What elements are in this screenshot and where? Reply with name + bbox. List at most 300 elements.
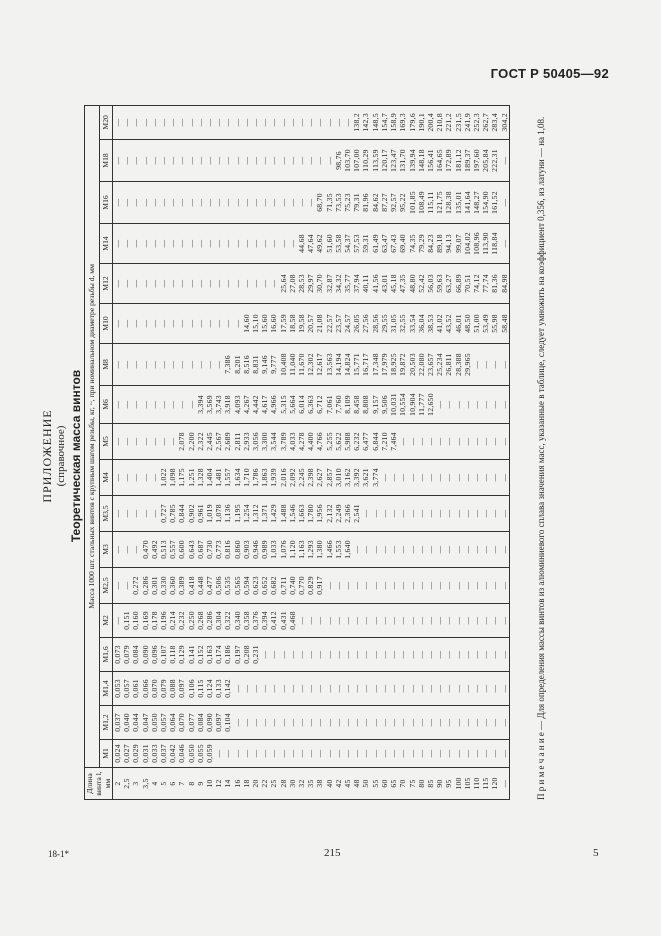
mass-cell: — (150, 182, 159, 224)
mass-cell: — (500, 568, 510, 604)
mass-cell: 47,64 (306, 224, 315, 264)
mass-cell: — (500, 532, 510, 568)
mass-cell: 47,35 (398, 264, 407, 304)
mass-cell: — (315, 706, 324, 740)
mass-cell: — (306, 140, 315, 182)
mass-cell: 51,60 (325, 224, 334, 264)
diameter-header: М16 (100, 182, 113, 224)
diameter-header: М1 (100, 740, 113, 768)
mass-cell: — (177, 140, 186, 182)
length-cell: 14 (223, 768, 232, 800)
mass-cell: 1,786 (251, 460, 260, 496)
mass-cell: 118,84 (490, 224, 499, 264)
mass-cell: 0,214 (168, 604, 177, 638)
table-row (463, 105, 472, 799)
mass-cell: 1,371 (260, 496, 269, 532)
mass-cell: 16,717 (361, 344, 370, 386)
mass-cell: 0,961 (196, 496, 205, 532)
mass-cell: — (361, 672, 370, 706)
mass-cell: — (463, 460, 472, 496)
mass-cell: 0,037 (113, 706, 123, 740)
mass-cell: — (481, 460, 490, 496)
mass-cell: — (113, 105, 123, 139)
length-cell: 65 (389, 768, 398, 800)
diameter-header: М2,5 (100, 568, 113, 604)
mass-cell: — (500, 496, 510, 532)
mass-cell: 0,829 (306, 568, 315, 604)
mass-cell: — (131, 386, 140, 424)
table-row (398, 105, 407, 799)
mass-cell: — (159, 264, 168, 304)
table-row (472, 105, 481, 799)
mass-cell: 11,040 (288, 344, 297, 386)
mass-cell: 10,904 (408, 386, 417, 424)
mass-cell: — (131, 344, 140, 386)
mass-cell: — (444, 460, 453, 496)
mass-cell: 7,061 (325, 386, 334, 424)
mass-cell: — (454, 386, 463, 424)
table-row (187, 105, 196, 799)
mass-cell: — (454, 424, 463, 460)
mass-cell: — (490, 604, 499, 638)
mass-cell: — (141, 496, 150, 532)
mass-cell: 0,070 (150, 672, 159, 706)
mass-cell: — (214, 105, 223, 139)
mass-cell: — (490, 344, 499, 386)
mass-cell: — (233, 224, 242, 264)
mass-cell: 84,23 (426, 224, 435, 264)
mass-cell: 0,097 (177, 672, 186, 706)
length-cell: 35 (306, 768, 315, 800)
mass-cell: 1,780 (306, 496, 315, 532)
mass-cell: 0,141 (187, 638, 196, 672)
mass-cell: — (288, 105, 297, 139)
mass-cell: — (205, 304, 214, 344)
mass-cell: 75,23 (343, 182, 352, 224)
mass-cell: — (113, 344, 123, 386)
mass-cell: — (196, 344, 205, 386)
mass-cell: — (417, 568, 426, 604)
mass-cell: 0,106 (187, 672, 196, 706)
mass-cell: — (398, 706, 407, 740)
mass-cell: 31,05 (389, 304, 398, 344)
mass-cell: 169,3 (398, 105, 407, 139)
mass-cell: — (269, 140, 278, 182)
mass-cell: — (233, 740, 242, 768)
mass-cell: — (435, 496, 444, 532)
mass-cell: — (141, 344, 150, 386)
mass-cell: — (417, 460, 426, 496)
mass-cell: 0,448 (196, 568, 205, 604)
mass-cell: — (500, 638, 510, 672)
mass-cell: 63,47 (380, 224, 389, 264)
mass-cell: 0,044 (131, 706, 140, 740)
mass-cell: 0,330 (159, 568, 168, 604)
mass-cell: 181,12 (454, 140, 463, 182)
mass-cell: — (490, 386, 499, 424)
mass-cell: 0,104 (223, 706, 232, 740)
mass-cell: — (260, 182, 269, 224)
length-cell: 42 (334, 768, 343, 800)
mass-cell: 0,231 (251, 638, 260, 672)
mass-cell: 6,363 (306, 386, 315, 424)
diameter-header: М20 (100, 105, 113, 139)
mass-cell: — (251, 105, 260, 139)
length-cell: 30 (288, 768, 297, 800)
mass-cell: — (389, 706, 398, 740)
mass-cell: 19,58 (297, 304, 306, 344)
mass-cell: — (417, 496, 426, 532)
mass-cell: — (490, 496, 499, 532)
mass-cell: 4,400 (306, 424, 315, 460)
mass-cell: — (463, 386, 472, 424)
mass-cell: 0,077 (187, 706, 196, 740)
mass-cell: 0,084 (131, 638, 140, 672)
mass-cell: — (306, 182, 315, 224)
mass-cell: — (472, 386, 481, 424)
mass-cell: — (131, 105, 140, 139)
mass-cell: 94,13 (444, 224, 453, 264)
mass-cell: 222,31 (490, 140, 499, 182)
mass-cell: — (251, 706, 260, 740)
length-cell: 32 (297, 768, 306, 800)
mass-cell: 0,042 (168, 740, 177, 768)
mass-cell: — (417, 424, 426, 460)
mass-cell: — (288, 182, 297, 224)
mass-cell: 11,670 (297, 344, 306, 386)
mass-cell: 28,388 (454, 344, 463, 386)
mass-cell: 0,687 (196, 532, 205, 568)
mass-cell: 18,58 (288, 304, 297, 344)
mass-cell: — (334, 604, 343, 638)
mass-cell: 6,844 (371, 424, 380, 460)
mass-cell: — (196, 224, 205, 264)
mass-cell: 0,477 (205, 568, 214, 604)
mass-cell: — (444, 638, 453, 672)
mass-cell: 0,565 (233, 568, 242, 604)
mass-cell: — (269, 264, 278, 304)
mass-cell: 5,988 (343, 424, 352, 460)
mass-cell: — (113, 140, 123, 182)
mass-cell: — (343, 105, 352, 139)
mass-cell: 87,27 (380, 182, 389, 224)
mass-cell: — (113, 424, 123, 460)
table-row (205, 105, 214, 799)
table-row (214, 105, 223, 799)
mass-cell: — (150, 344, 159, 386)
mass-cell: — (306, 672, 315, 706)
mass-cell: 23,657 (426, 344, 435, 386)
mass-cell: 0,027 (122, 740, 131, 768)
length-cell: 105 (463, 768, 472, 800)
mass-cell: 7,760 (334, 386, 343, 424)
mass-cell: — (490, 706, 499, 740)
mass-cell: — (398, 638, 407, 672)
table-row (288, 105, 297, 799)
mass-cell: 0,097 (214, 706, 223, 740)
length-cell: 110 (472, 768, 481, 800)
mass-cell: — (334, 706, 343, 740)
mass-cell: 115,11 (426, 182, 435, 224)
mass-cell: — (380, 740, 389, 768)
mass-cell: 41,02 (435, 304, 444, 344)
mass-cell: — (297, 140, 306, 182)
mass-cell: — (389, 672, 398, 706)
length-cell: 25 (269, 768, 278, 800)
mass-cell: 103,70 (343, 140, 352, 182)
mass-cell: 68,70 (315, 182, 324, 224)
mass-cell: — (463, 496, 472, 532)
table-row (352, 105, 361, 799)
mass-cell: 0,124 (205, 672, 214, 706)
mass-cell: — (361, 706, 370, 740)
length-cell: 20 (251, 768, 260, 800)
mass-cell: 20,57 (306, 304, 315, 344)
mass-cell: — (315, 604, 324, 638)
mass-cell: 29,55 (380, 304, 389, 344)
mass-cell: — (141, 424, 150, 460)
mass-cell: — (398, 496, 407, 532)
mass-cell: — (490, 532, 499, 568)
mass-cell: 1,076 (279, 532, 288, 568)
mass-cell: — (159, 344, 168, 386)
mass-cell: — (417, 532, 426, 568)
mass-cell: — (435, 532, 444, 568)
mass-cell: 33,54 (408, 304, 417, 344)
mass-cell: — (297, 638, 306, 672)
mass-cell: — (214, 264, 223, 304)
mass-cell: — (500, 672, 510, 706)
mass-cell: 12,650 (426, 386, 435, 424)
mass-cell: 14,60 (242, 304, 251, 344)
mass-cell: — (426, 460, 435, 496)
diameter-header: М10 (100, 304, 113, 344)
mass-cell: 0,322 (223, 604, 232, 638)
mass-cell: — (408, 460, 417, 496)
mass-cell: — (113, 568, 123, 604)
mass-cell: 5,622 (334, 424, 343, 460)
length-cell: 5 (159, 768, 168, 800)
mass-cell: — (141, 386, 150, 424)
mass-cell: — (444, 532, 453, 568)
diameter-header: М2 (100, 604, 113, 638)
mass-cell: 1,312 (251, 496, 260, 532)
mass-cell: — (113, 386, 123, 424)
mass-cell: — (279, 224, 288, 264)
mass-cell: 2,322 (196, 424, 205, 460)
mass-cell: — (168, 182, 177, 224)
mass-cell: 0,115 (196, 672, 205, 706)
mass-cell: — (187, 105, 196, 139)
mass-cell: — (260, 140, 269, 182)
mass-cell: 0,169 (141, 604, 150, 638)
mass-cell: 0,506 (214, 568, 223, 604)
mass-cell: 4,093 (233, 386, 242, 424)
mass-cell: — (361, 496, 370, 532)
mass-cell: 69,40 (398, 224, 407, 264)
mass-cell: 29,965 (463, 344, 472, 386)
mass-cell: — (205, 344, 214, 386)
length-cell: 9 (196, 768, 205, 800)
mass-cell: — (269, 638, 278, 672)
mass-cell: 44,68 (297, 224, 306, 264)
mass-cell: 5,664 (288, 386, 297, 424)
mass-cell: 32,55 (398, 304, 407, 344)
mass-cell: 2,249 (334, 496, 343, 532)
mass-cell: — (315, 140, 324, 182)
mass-cell: — (417, 604, 426, 638)
mass-cell: — (343, 568, 352, 604)
mass-cell: — (159, 424, 168, 460)
mass-cell: 11,777 (417, 386, 426, 424)
mass-cell: — (122, 304, 131, 344)
mass-cell: 0,250 (187, 604, 196, 638)
mass-cell: — (444, 386, 453, 424)
mass-cell: — (223, 264, 232, 304)
mass-cell: — (177, 386, 186, 424)
mass-cell: — (260, 105, 269, 139)
mass-cell: — (435, 424, 444, 460)
mass-cell: — (251, 182, 260, 224)
mass-cell: 3,569 (205, 386, 214, 424)
mass-cell: — (223, 224, 232, 264)
mass-cell: — (297, 672, 306, 706)
mass-cell: — (159, 224, 168, 264)
mass-cell: 53,58 (334, 224, 343, 264)
mass-cell: — (472, 532, 481, 568)
mass-cell: — (380, 604, 389, 638)
table-row (141, 105, 150, 799)
mass-cell: 0,989 (260, 532, 269, 568)
mass-cell: — (463, 532, 472, 568)
mass-cell: 0,057 (159, 706, 168, 740)
mass-cell: 221,2 (444, 105, 453, 139)
mass-cell: — (306, 105, 315, 139)
mass-cell: — (490, 568, 499, 604)
mass-cell: — (380, 672, 389, 706)
mass-cell: — (141, 264, 150, 304)
mass-cell: — (242, 264, 251, 304)
mass-cell: — (325, 140, 334, 182)
table-row (306, 105, 315, 799)
mass-cell: 5,315 (279, 386, 288, 424)
mass-cell: — (159, 105, 168, 139)
mass-cell: — (150, 460, 159, 496)
mass-cell: — (260, 264, 269, 304)
mass-cell: 22,57 (325, 304, 334, 344)
diameter-header: М18 (100, 140, 113, 182)
mass-cell: — (177, 224, 186, 264)
mass-cell: — (233, 105, 242, 139)
mass-cell: 7,210 (380, 424, 389, 460)
mass-cell: 0,031 (141, 740, 150, 768)
length-cell: 90 (435, 768, 444, 800)
mass-cell: — (435, 568, 444, 604)
mass-cell: — (472, 672, 481, 706)
mass-cell: 0,360 (168, 568, 177, 604)
mass-cell: 0,040 (122, 706, 131, 740)
mass-cell: — (269, 706, 278, 740)
mass-cell: 14,824 (343, 344, 352, 386)
mass-cell: — (371, 496, 380, 532)
mass-cell: 0,740 (288, 568, 297, 604)
mass-cell: 3,544 (269, 424, 278, 460)
length-cell: — (500, 768, 510, 800)
table-row (343, 105, 352, 799)
mass-cell: — (371, 532, 380, 568)
mass-cell: 54,37 (343, 224, 352, 264)
mass-cell: — (454, 706, 463, 740)
mass-cell: — (481, 532, 490, 568)
mass-cell: — (141, 182, 150, 224)
mass-cell: — (454, 604, 463, 638)
mass-cell: 29,97 (306, 264, 315, 304)
table-row (122, 105, 131, 799)
mass-cell: 1,710 (242, 460, 251, 496)
mass-cell: — (279, 140, 288, 182)
mass-cell: 4,033 (288, 424, 297, 460)
mass-cell: 4,966 (269, 386, 278, 424)
mass-cell: — (435, 672, 444, 706)
mass-cell: — (481, 344, 490, 386)
mass-cell: — (223, 105, 232, 139)
mass-cell: 3,162 (343, 460, 352, 496)
table-row (196, 105, 205, 799)
mass-cell: 2,200 (187, 424, 196, 460)
mass-cell: — (168, 304, 177, 344)
mass-cell: 23,57 (334, 304, 343, 344)
mass-cell: 0,412 (269, 604, 278, 638)
mass-cell: — (150, 424, 159, 460)
table-row (269, 105, 278, 799)
mass-cell: — (500, 344, 510, 386)
mass-cell: 0,492 (150, 532, 159, 568)
mass-cell: 21,08 (315, 304, 324, 344)
mass-cell: 158,9 (389, 105, 398, 139)
mass-cell: 283,4 (490, 105, 499, 139)
mass-cell: 6,232 (352, 424, 361, 460)
mass-cell: 0,066 (141, 672, 150, 706)
mass-cell: — (371, 706, 380, 740)
mass-cell: — (398, 672, 407, 706)
mass-cell: — (269, 182, 278, 224)
mass-cell: 0,084 (196, 706, 205, 740)
mass-cell: — (426, 604, 435, 638)
mass-cell: — (371, 740, 380, 768)
table-row (223, 105, 232, 799)
mass-cell: — (334, 672, 343, 706)
mass-cell: — (325, 568, 334, 604)
length-column-header: Длина винта l, мм (85, 768, 113, 800)
mass-cell: — (389, 568, 398, 604)
mass-cell: — (315, 638, 324, 672)
mass-cell: 61,49 (371, 224, 380, 264)
diameter-header: М6 (100, 386, 113, 424)
mass-cell: — (279, 105, 288, 139)
mass-cell: — (408, 672, 417, 706)
diameter-header: М1,2 (100, 706, 113, 740)
mass-cell: 8,808 (361, 386, 370, 424)
mass-cell: 1,488 (279, 496, 288, 532)
mass-cell: — (490, 638, 499, 672)
mass-cell: 120,17 (380, 140, 389, 182)
mass-cell: — (131, 424, 140, 460)
mass-cell: — (481, 604, 490, 638)
mass-cell: — (177, 344, 186, 386)
mass-cell: 0,088 (168, 672, 177, 706)
mass-cell: 0,152 (196, 638, 205, 672)
mass-cell: — (352, 672, 361, 706)
